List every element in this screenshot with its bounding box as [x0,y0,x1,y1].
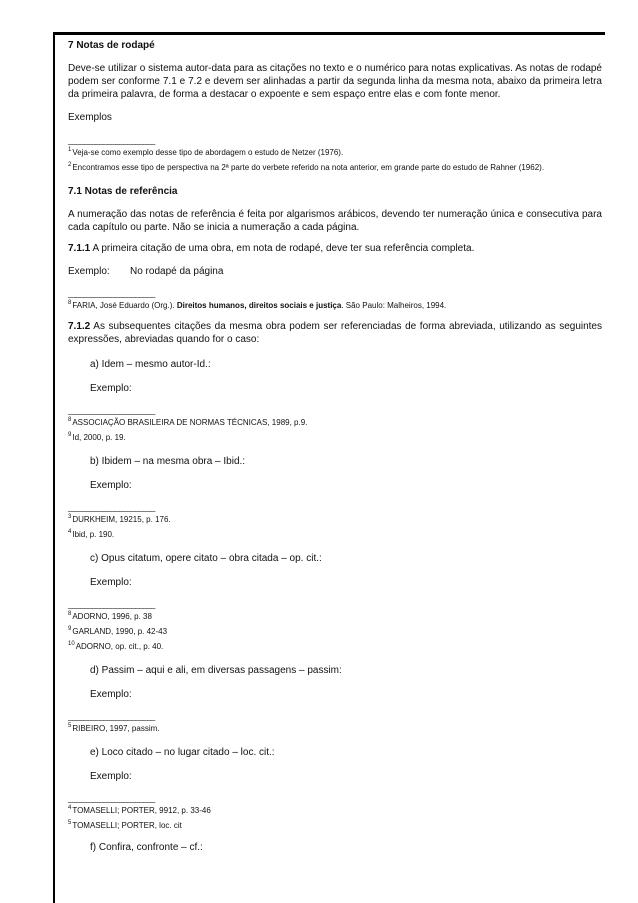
footnote-rule: ______________________ [68,600,155,609]
footnote [68,529,602,540]
footnote-text: Veja-se como exemplo desse tipo de abordagem o estudo de Netzer (1976). [72,148,344,157]
section-7-1-2 [68,320,602,346]
item-example-label: Exemplo: [90,480,132,491]
footnote-title: Direitos humanos, direitos sociais e justiça [176,301,342,310]
footnote-rule: ______________________ [68,794,155,803]
section-7-1-title: 7.1 Notas de referência [68,186,178,197]
item-label: a) Idem – mesmo autor-Id.: [90,359,211,370]
item-example-label: Exemplo: [90,689,132,700]
footnote-rule: ______________________ [68,712,155,721]
footnote-rule: ______________________ [68,406,155,415]
footnote [68,432,602,443]
section-text: A primeira citação de uma obra, em nota de rodapé, deve ter sua referência completa. [90,243,475,254]
footnote-text: ADORNO, op. cit., p. 40. [75,642,164,651]
footnote-number: 4 [68,529,72,535]
example-line [68,265,602,278]
footnote [68,820,602,831]
abbreviation-list [68,358,602,831]
footnote-text: GARLAND, 1990, p. 42-43 [72,627,168,636]
footnote-8 [68,300,602,311]
footnote-text: . São Paulo: Malheiros, 1994. [341,301,447,310]
footnote-text: Ibid, p. 190. [72,530,115,539]
item-label: d) Passim – aqui e ali, em diversas passagens – passim: [90,665,342,676]
footnote-1 [68,147,602,158]
footnote-number: 10 [68,641,75,647]
footnote [68,723,602,734]
footnote [68,641,602,652]
footnote-number: 2 [68,162,72,168]
footnote-number: 8 [68,417,72,423]
footnote-text: FARIA, José Eduardo (Org.). [72,301,177,310]
item-example-label: Exemplo: [90,771,132,782]
item-f-label: f) Confira, confronte – cf.: [90,842,203,853]
section-7-1-paragraph: A numeração das notas de referência é feita por algarismos arábicos, devendo ter numeração única e consecutiva para cada capítulo ou parte. Não se inicia a numeração a cada página. [68,209,602,233]
item-label: c) Opus citatum, opere citato – obra citada – op. cit.: [90,553,322,564]
item-label: e) Loco citado – no lugar citado – loc. cit.: [90,747,275,758]
section-7-title: 7 Notas de rodapé [68,40,155,51]
footnote-text: DURKHEIM, 19215, p. 176. [72,515,171,524]
footnote-text: ADORNO, 1996, p. 38 [72,612,152,621]
section-number: 7.1.1 [68,243,91,254]
footnote-2 [68,162,602,173]
footnote-number: 5 [68,820,72,826]
section-number: 7.1.2 [68,321,91,332]
examples-label: Exemplos [68,112,112,123]
footnote-number: 8 [68,300,72,306]
footnote-text: RIBEIRO, 1997, passim. [72,724,160,733]
left-border [53,35,55,903]
item-example-label: Exemplo: [90,577,132,588]
footnote-text: Id, 2000, p. 19. [72,433,126,442]
footnote-number: 3 [68,514,72,520]
footnote-rule: ______________________ [68,503,155,512]
footnote-number: 5 [68,723,72,729]
item-label: b) Ibidem – na mesma obra – Ibid.: [90,456,246,467]
footnote-rule: ______________________ [68,136,155,145]
footnote-text: Encontramos esse tipo de perspectiva na 2ª parte do verbete referido na nota anterior, em grande parte do estudo de Rahner (1962). [72,163,545,172]
example-value: No rodapé da página [130,266,224,277]
footnote-rule: ______________________ [68,289,155,298]
section-text: As subsequentes citações da mesma obra podem ser referenciadas de forma abreviada, utilizando as seguintes expressões, abreviadas quando for o caso: [68,321,602,345]
footnote [68,514,602,525]
footnote-text: TOMASELLI; PORTER, loc. cit [72,821,182,830]
footnote [68,626,602,637]
section-7-1-1 [68,242,602,255]
top-border [53,32,605,35]
footnote [68,805,602,816]
footnote-text: ASSOCIAÇÃO BRASILEIRA DE NORMAS TÉCNICAS, 1989, p.9. [72,418,308,427]
example-label: Exemplo: [68,266,110,277]
document-page [68,39,602,854]
footnote-text: TOMASELLI; PORTER, 9912, p. 33-46 [72,806,211,815]
item-example-label: Exemplo: [90,383,132,394]
footnote-number: 1 [68,147,72,153]
footnote-number: 9 [68,432,72,438]
footnote-number: 9 [68,626,72,632]
footnote-number: 8 [68,611,72,617]
footnote [68,417,602,428]
footnote [68,611,602,622]
section-7-paragraph: Deve-se utilizar o sistema autor-data para as citações no texto e o numérico para notas explicativas. As notas de rodapé podem ser conforme 7.1 e 7.2 e devem ser alinhadas a partir da segunda linha da mesma nota, abaixo da primeira letra da primeira palavra, de forma a destacar o expoente e sem espaço entre elas e com fonte menor. [68,63,602,100]
footnote-number: 4 [68,805,72,811]
